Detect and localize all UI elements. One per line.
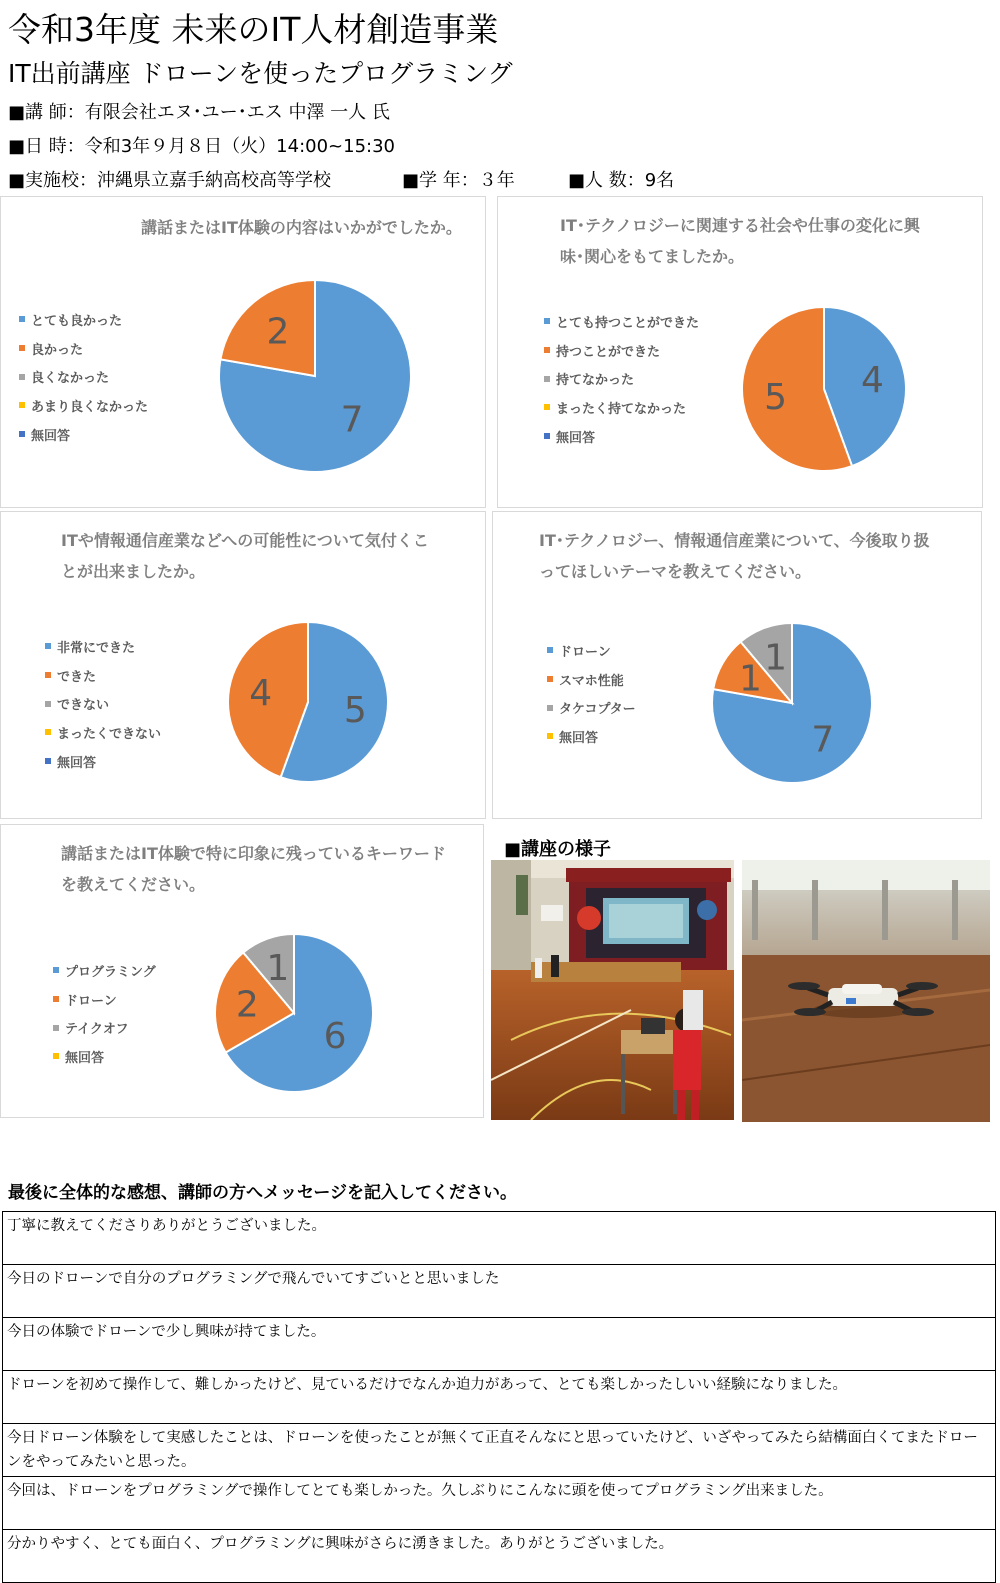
chart-panel-2 [497,196,983,508]
pie-data-label: 1 [266,947,290,989]
chart-panel-5 [0,824,484,1118]
legend-label: できない [57,698,110,714]
legend-label: まったくできない [57,726,162,742]
legend-label: プログラミング [65,964,156,980]
feedback-row [3,1477,996,1530]
feedback-heading: 最後に全体的な感想、講師の方へメッセージを記入してください。 [8,1183,517,1203]
feedback-row [3,1424,996,1477]
legend-label: 良くなかった [31,371,110,387]
count-info: ■人 数：9名 [568,170,675,191]
pie-chart [493,512,983,820]
legend-label: とても持つことができた [556,315,700,331]
pie-data-label: 7 [340,399,364,441]
feedback-text: 分かりやすく、とても面白く、プログラミングに興味がさらに湧きました。ありがとうございました。 [3,1530,996,1583]
legend-label: 持てなかった [556,373,635,389]
pie-data-label: 2 [266,311,290,353]
chart-panel-1 [0,196,486,508]
chart-panel-3 [0,511,486,819]
legend-label: 無回答 [559,730,599,746]
pie-data-label: 6 [323,1016,347,1058]
legend-label: 無回答 [556,430,596,446]
feedback-text: ドローンを初めて操作して、難しかったけど、見ているだけでなんか迫力があって、とても楽しかったしいい経験になりました。 [3,1371,996,1424]
legend-label: スマホ性能 [559,673,624,689]
feedback-text: 今回は、ドローンをプログラミングで操作してとても楽しかった。久しぶりにこんなに頭を使ってプログラミング出来ました。 [3,1477,996,1530]
datetime-info: ■日 時：令和3年９月８日（火）14:00~15:30 [8,136,396,157]
feedback-row [3,1371,996,1424]
pie-data-label: 4 [860,359,884,401]
feedback-text: 今日の体験でドローンで少し興味が持てました。 [3,1318,996,1371]
legend-label: 無回答 [65,1050,105,1066]
chart-title: IT･テクノロジー、情報通信産業について、今後取り扱ってほしいテーマを教えてください。 [539,531,930,581]
feedback-text: 丁寧に教えてくださりありがとうございました。 [3,1212,996,1265]
feedback-row [3,1318,996,1371]
pie-chart [1,825,485,1119]
feedback-row [3,1530,996,1583]
chart-title: 講話またはIT体験で特に印象に残っているキーワードを教えてください。 [61,844,446,894]
feedback-text: 今日のドローンで自分のプログラミングで飛んでいてすごいとと思いました [3,1265,996,1318]
legend-label: できた [57,669,97,685]
classroom-photo [491,860,734,1120]
feedback-text: 今日ドローン体験をして実感したことは、ドローンを使ったことが無くて正直そんなにと思っていたけど、いざやってみたら結構面白くてまたドローンをやってみたいと思った。 [3,1424,996,1477]
legend-label: 無回答 [57,755,97,771]
legend-label: 無回答 [31,428,71,444]
legend-label: ドローン [65,993,117,1009]
feedback-row [3,1265,996,1318]
pie-data-label: 5 [343,689,367,731]
chart-title: IT･テクノロジーに関連する社会や仕事の変化に興味･関心をもてましたか。 [560,216,920,266]
legend-label: とても良かった [31,313,123,329]
pie-data-label: 2 [235,984,259,1026]
pie-chart [1,197,487,509]
school-info: ■実施校：沖縄県立嘉手納高校高等学校 [8,170,332,191]
feedback-table [2,1211,996,1583]
photos-heading: ■講座の様子 [504,839,612,860]
legend-label: あまり良くなかった [31,399,149,415]
pie-data-label: 5 [764,377,788,419]
drone-photo [742,860,990,1122]
page-subtitle: IT出前講座 ドローンを使ったプログラミング [8,59,513,88]
legend-label: タケコプター [559,702,636,718]
pie-data-label: 7 [811,719,835,761]
lecturer-info: ■講 師：有限会社エヌ･ユー･エス 中澤 一人 氏 [8,102,390,123]
page-title: 令和3年度 未来のIT人材創造事業 [8,10,499,49]
pie-data-label: 4 [249,673,273,715]
pie-chart [1,512,487,820]
pie-data-label: 1 [764,637,788,679]
legend-label: テイクオフ [65,1022,129,1038]
legend-label: 良かった [31,342,84,358]
legend-label: ドローン [559,644,611,660]
legend-label: まったく持てなかった [556,401,687,417]
legend-label: 非常にできた [57,640,136,656]
pie-chart [498,197,984,509]
feedback-row [3,1212,996,1265]
chart-title: ITや情報通信産業などへの可能性について気付くことが出来ましたか。 [61,531,429,581]
pie-data-label: 1 [738,658,762,700]
grade-info: ■学 年：３年 [402,170,515,191]
chart-title: 講話またはIT体験の内容はいかがでしたか。 [141,218,462,237]
chart-panel-4 [492,511,982,819]
legend-label: 持つことができた [556,344,661,360]
